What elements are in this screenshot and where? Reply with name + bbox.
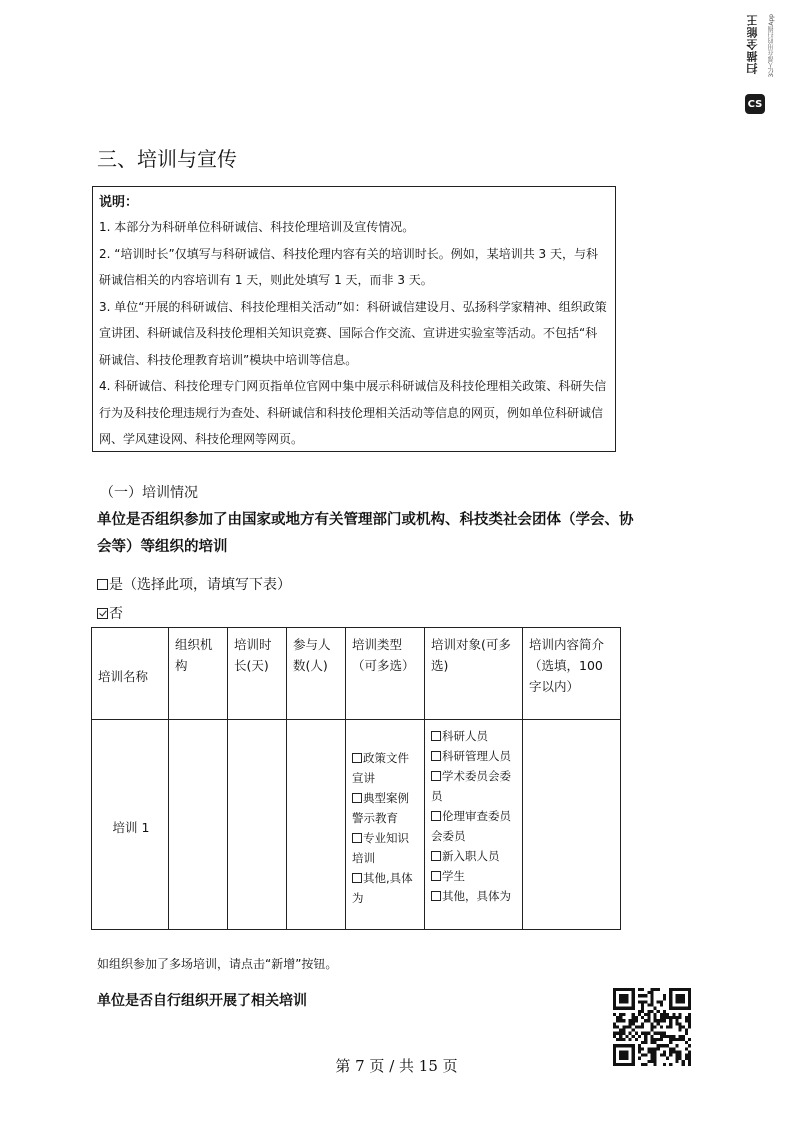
target-option-label: 其他，具体为 [442, 889, 511, 903]
table-row [92, 720, 621, 930]
checkbox[interactable] [431, 851, 441, 861]
header-cell: 培训类型（可多选） [346, 628, 425, 720]
page-footer: 第 7 页 / 共 15 页 [335, 1057, 458, 1075]
header-cell: 培训名称 [92, 628, 169, 720]
participants-cell[interactable] [287, 720, 346, 930]
option-yes-label: 是（选择此项，请填写下表） [109, 577, 291, 593]
watermark-tagline: 3亿人都在用的扫描App [768, 14, 775, 78]
type-option-label: 典型案例警示教育 [352, 790, 409, 825]
scanner-watermark [745, 8, 779, 118]
add-training-note: 如组织参加了多场培训，请点击“新增”按钮。 [97, 957, 338, 971]
target-option[interactable] [431, 866, 518, 886]
header-cell: 培训内容简介（选填，100 字以内） [523, 628, 621, 720]
org-cell[interactable] [169, 720, 228, 930]
checkbox[interactable] [352, 753, 362, 763]
type-option-label: 专业知识培训 [352, 830, 409, 865]
checkbox-yes[interactable] [97, 579, 108, 590]
content-summary-cell[interactable] [523, 720, 621, 930]
training-target-cell [425, 720, 523, 930]
subsection-title: （一）培训情况 [100, 485, 198, 501]
target-option-label: 科研人员 [442, 729, 488, 743]
type-option-label: 政策文件宣讲 [352, 750, 409, 785]
target-option[interactable] [431, 726, 518, 746]
training-name-cell: 培训 1 [92, 720, 169, 930]
target-option[interactable] [431, 886, 518, 906]
instructions-box [92, 186, 616, 452]
target-option[interactable] [431, 806, 518, 846]
checkbox[interactable] [431, 771, 441, 781]
question-self-organized-training: 单位是否自行组织开展了相关培训 [97, 993, 307, 1009]
instruction-item: 2. “培训时长”仅填写与科研诚信、科技伦理内容有关的培训时长。例如，某培训共 3 天，与科研诚信相关的内容培训有 1 天，则此处填写 1 天，而非 3 天。 [99, 246, 598, 287]
instruction-item: 4. 科研诚信、科技伦理专门网页指单位官网中集中展示科研诚信及科技伦理相关政策、科研失信行为及科技伦理违规行为查处、科研诚信和科技伦理相关活动等信息的网页，例如单位科研诚信网、学风建设网、科技伦理网等网页。 [99, 379, 607, 446]
checkbox[interactable] [352, 873, 362, 883]
checkbox-no-checked[interactable] [97, 608, 108, 619]
option-no[interactable] [97, 603, 123, 623]
instructions-title: 说明： [99, 195, 139, 210]
option-yes[interactable] [97, 574, 291, 594]
header-cell: 培训对象(可多选) [425, 628, 523, 720]
checkbox[interactable] [431, 891, 441, 901]
type-option[interactable] [352, 828, 420, 868]
watermark-badge: CS [745, 94, 765, 114]
target-option[interactable] [431, 766, 518, 806]
target-option-label: 伦理审查委员会委员 [431, 809, 511, 843]
checkbox[interactable] [431, 751, 441, 761]
checkbox[interactable] [352, 833, 362, 843]
target-option-label: 科研管理人员 [442, 749, 511, 763]
training-table [91, 627, 621, 930]
checkbox[interactable] [431, 811, 441, 821]
section-title: 三、培训与宣传 [97, 147, 237, 171]
table-header-row [92, 628, 621, 720]
type-option[interactable] [352, 868, 420, 908]
type-option[interactable] [352, 788, 420, 828]
type-option[interactable] [352, 748, 420, 788]
question-external-training: 单位是否组织参加了由国家或地方有关管理部门或机构、科技类社会团体（学会、协会等）等组织的培训 [97, 512, 634, 555]
duration-cell[interactable] [228, 720, 287, 930]
instruction-item: 1. 本部分为科研单位科研诚信、科技伦理培训及宣传情况。 [99, 220, 415, 234]
watermark-brand: 扫描全能王 [746, 14, 759, 74]
target-option[interactable] [431, 846, 518, 866]
target-option[interactable] [431, 746, 518, 766]
checkbox[interactable] [431, 731, 441, 741]
header-cell: 组织机构 [169, 628, 228, 720]
training-type-cell [346, 720, 425, 930]
target-option-label: 学术委员会委员 [431, 769, 511, 803]
target-option-label: 新入职人员 [442, 849, 500, 863]
checkbox[interactable] [352, 793, 362, 803]
checkbox[interactable] [431, 871, 441, 881]
target-option-label: 学生 [442, 869, 465, 883]
instruction-item: 3. 单位“开展的科研诚信、科技伦理相关活动”如：科研诚信建设月、弘扬科学家精神、组织政策宣讲团、科研诚信及科技伦理相关知识竞赛、国际合作交流、宣讲进实验室等活动。不包括“科研诚信、科技伦理教育培训”模块中培训等信息。 [99, 299, 607, 367]
type-option-label: 其他,具体为 [352, 870, 413, 905]
option-no-label: 否 [109, 606, 123, 622]
header-cell: 培训时长(天) [228, 628, 287, 720]
header-cell: 参与人数(人) [287, 628, 346, 720]
